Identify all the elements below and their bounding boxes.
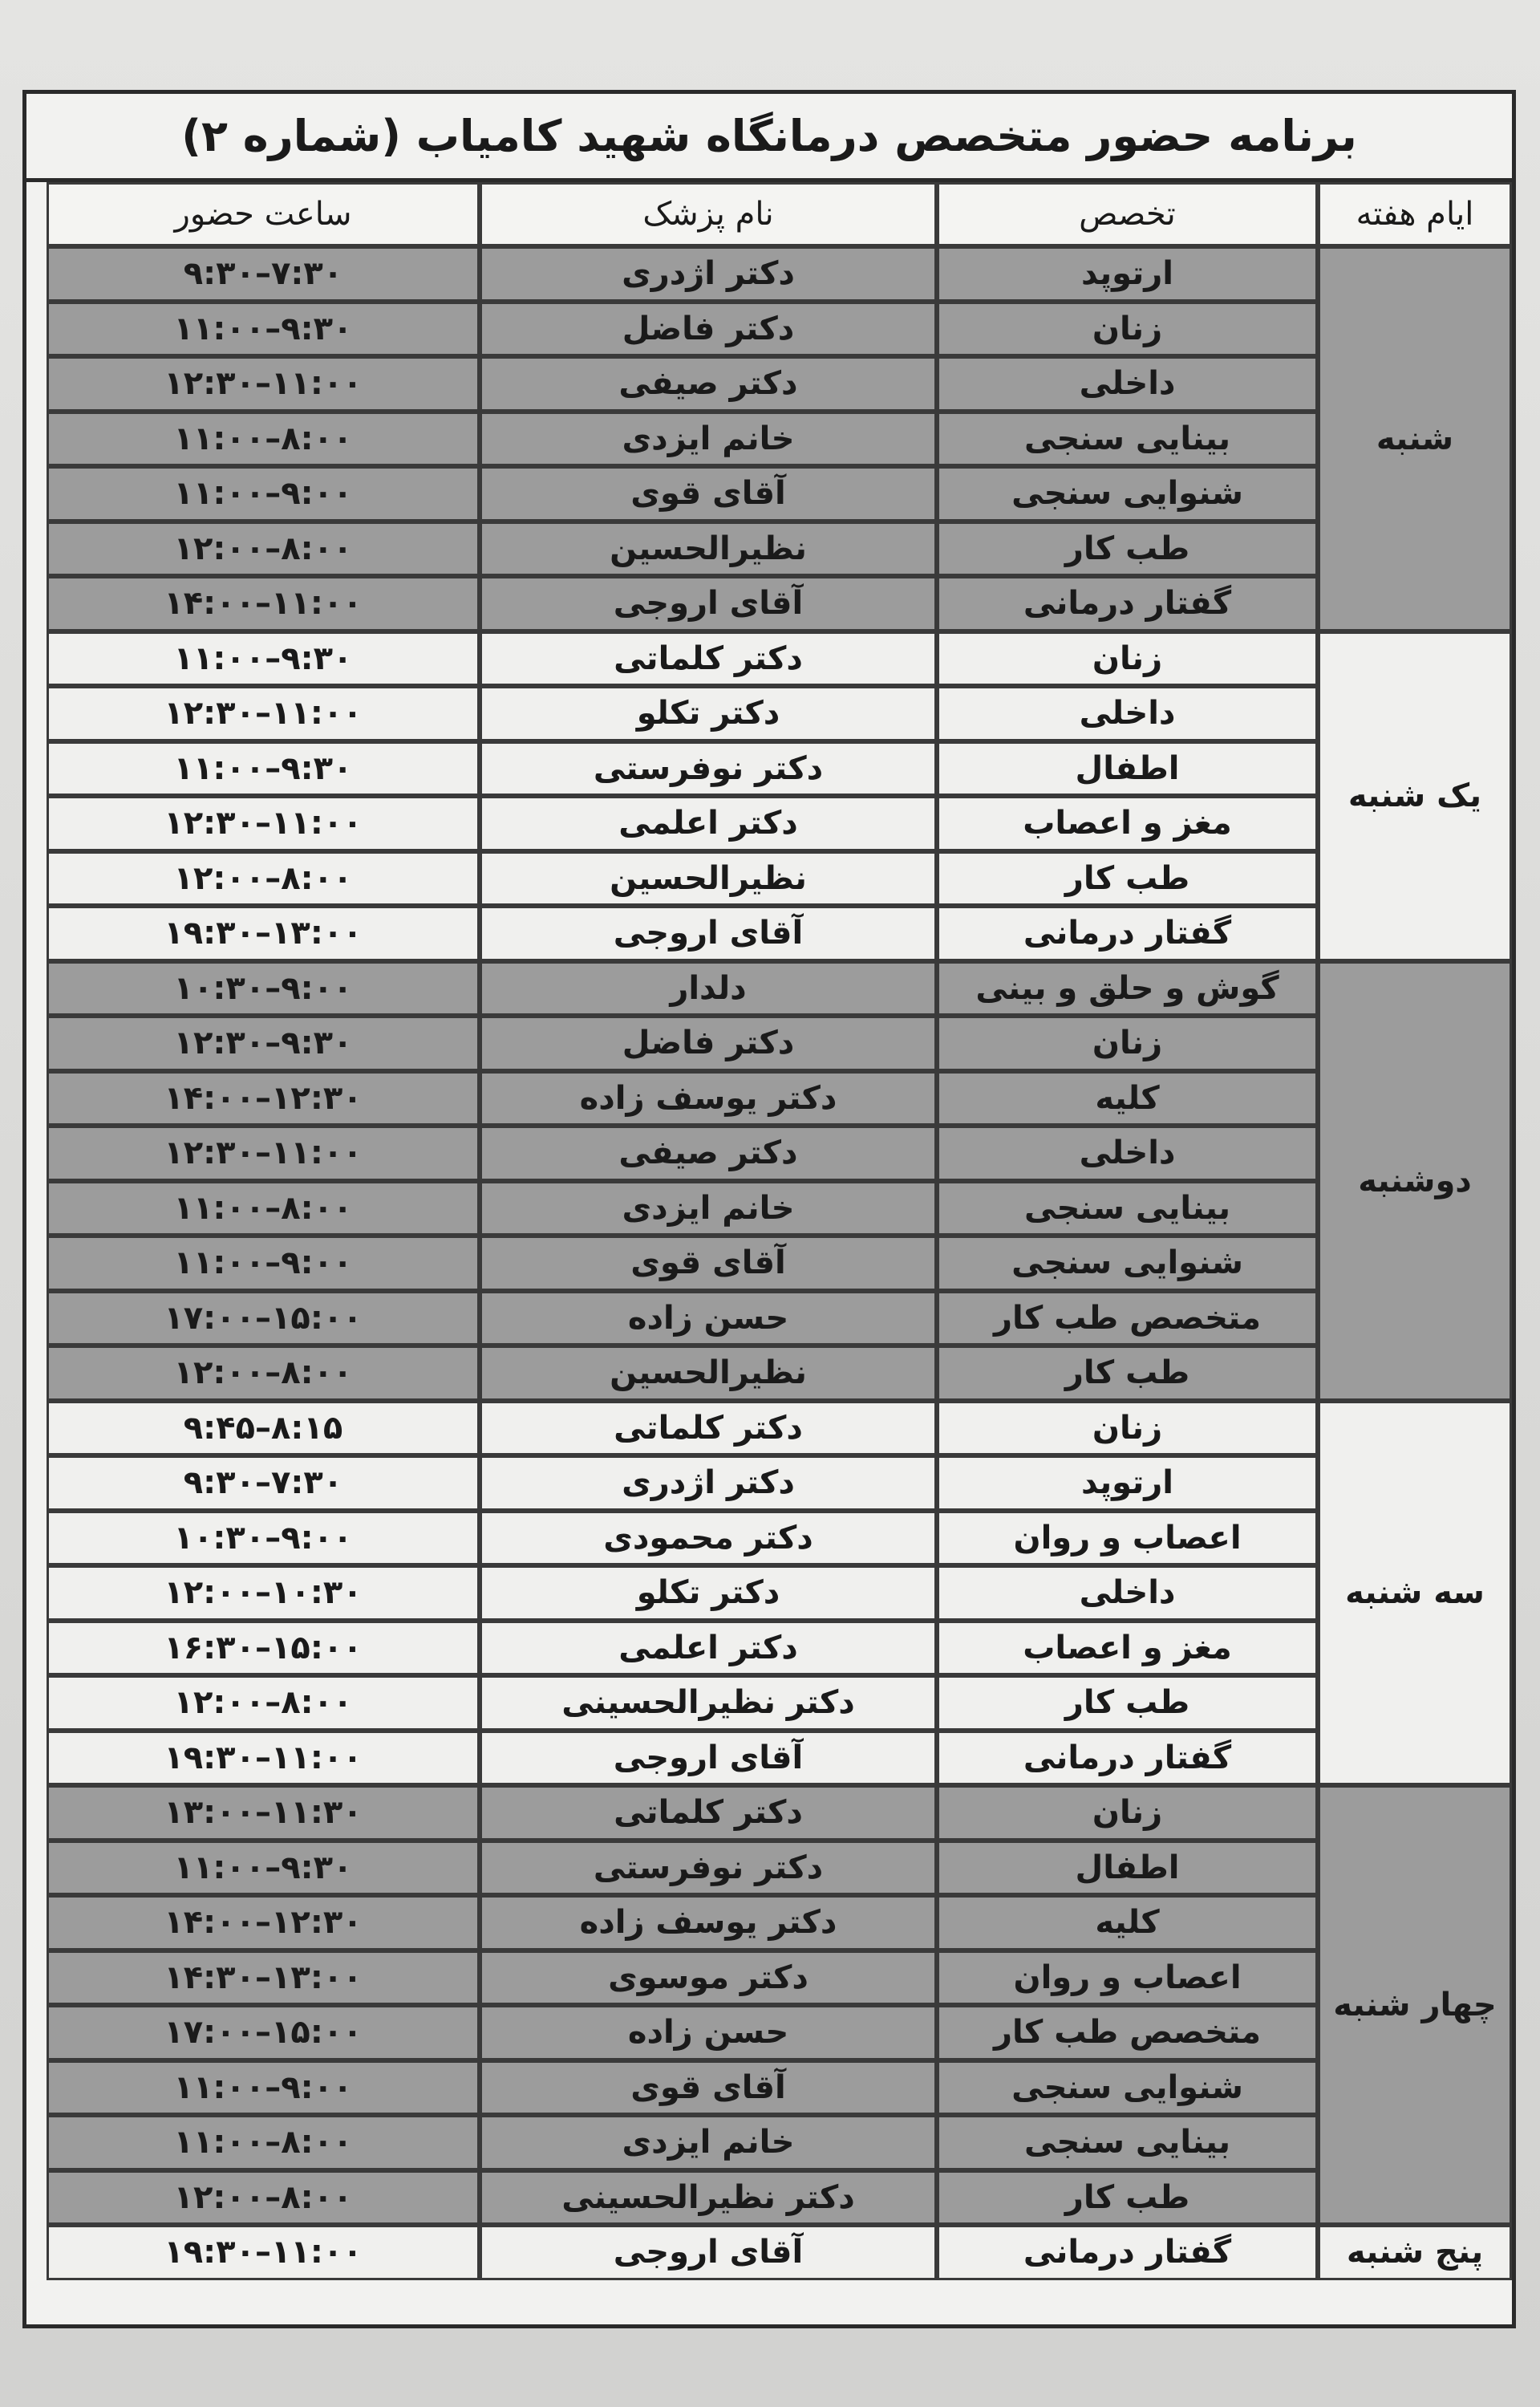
doctor-cell: دکتر تکلو bbox=[480, 686, 937, 741]
specialty-cell: زنان bbox=[937, 631, 1318, 687]
doctor-cell: دکتر فاضل bbox=[480, 1016, 937, 1071]
time-cell: ۱۴:۳۰–۱۳:۰۰ bbox=[47, 1950, 480, 2006]
day-cell: سه شنبه bbox=[1318, 1401, 1512, 1786]
doctor-cell: دکتر اژدری bbox=[480, 246, 937, 302]
specialty-cell: زنان bbox=[937, 1785, 1318, 1841]
doctor-cell: دکتر صیفی bbox=[480, 1126, 937, 1181]
time-cell: ۱۷:۰۰–۱۵:۰۰ bbox=[47, 1291, 480, 1346]
doctor-cell: حسن زاده bbox=[480, 2005, 937, 2060]
time-cell: ۱۹:۳۰–۱۳:۰۰ bbox=[47, 906, 480, 961]
time-cell: ۱۱:۰۰–۹:۰۰ bbox=[47, 2060, 480, 2116]
doctor-cell: خانم ایزدی bbox=[480, 412, 937, 467]
specialty-cell: اطفال bbox=[937, 1841, 1318, 1896]
header-doctor: نام پزشک bbox=[480, 182, 937, 246]
day-cell: پنج شنبه bbox=[1318, 2225, 1512, 2280]
specialty-cell: بینایی سنجی bbox=[937, 412, 1318, 467]
specialty-cell: ارتوپد bbox=[937, 1455, 1318, 1511]
doctor-cell: دکتر اعلمی bbox=[480, 796, 937, 851]
doctor-cell: دکتر اژدری bbox=[480, 1455, 937, 1511]
specialty-cell: زنان bbox=[937, 1401, 1318, 1456]
doctor-cell: آقای قوی bbox=[480, 2060, 937, 2116]
doctor-cell: دکتر فاضل bbox=[480, 302, 937, 357]
day-cell: دوشنبه bbox=[1318, 961, 1512, 1401]
specialty-cell: اطفال bbox=[937, 741, 1318, 797]
header-day: ایام هفته bbox=[1318, 182, 1512, 246]
doctor-cell: دلدار bbox=[480, 961, 937, 1017]
specialty-cell: زنان bbox=[937, 302, 1318, 357]
doctor-cell: دکتر موسوی bbox=[480, 1950, 937, 2006]
specialty-cell: طب کار bbox=[937, 1346, 1318, 1401]
time-cell: ۱۲:۳۰–۱۱:۰۰ bbox=[47, 796, 480, 851]
time-cell: ۱۰:۳۰–۹:۰۰ bbox=[47, 1511, 480, 1566]
time-cell: ۱۹:۳۰–۱۱:۰۰ bbox=[47, 1731, 480, 1786]
time-cell: ۱۱:۰۰–۹:۳۰ bbox=[47, 631, 480, 687]
specialty-cell: اعصاب و روان bbox=[937, 1511, 1318, 1566]
day-cell: چهار شنبه bbox=[1318, 1785, 1512, 2225]
time-cell: ۱۴:۰۰–۱۱:۰۰ bbox=[47, 576, 480, 631]
specialty-cell: ارتوپد bbox=[937, 246, 1318, 302]
doctor-cell: خانم ایزدی bbox=[480, 1181, 937, 1236]
specialty-cell: گفتار درمانی bbox=[937, 576, 1318, 631]
specialty-cell: گوش و حلق و بینی bbox=[937, 961, 1318, 1017]
time-cell: ۱۲:۰۰–۸:۰۰ bbox=[47, 522, 480, 577]
header-time: ساعت حضور bbox=[47, 182, 480, 246]
specialty-cell: گفتار درمانی bbox=[937, 2225, 1318, 2280]
time-cell: ۱۶:۳۰–۱۵:۰۰ bbox=[47, 1621, 480, 1676]
specialty-cell: طب کار bbox=[937, 522, 1318, 577]
specialty-cell: اعصاب و روان bbox=[937, 1950, 1318, 2006]
doctor-cell: آقای قوی bbox=[480, 466, 937, 522]
specialty-cell: کلیه bbox=[937, 1895, 1318, 1950]
time-cell: ۱۰:۳۰–۹:۰۰ bbox=[47, 961, 480, 1017]
specialty-cell: داخلی bbox=[937, 356, 1318, 412]
time-cell: ۱۲:۰۰–۸:۰۰ bbox=[47, 2170, 480, 2226]
time-cell: ۱۱:۰۰–۹:۰۰ bbox=[47, 466, 480, 522]
specialty-cell: مغز و اعصاب bbox=[937, 796, 1318, 851]
time-cell: ۱۱:۰۰–۸:۰۰ bbox=[47, 412, 480, 467]
doctor-cell: دکتر کلماتی bbox=[480, 631, 937, 687]
specialty-cell: داخلی bbox=[937, 1126, 1318, 1181]
doctor-cell: دکتر نوفرستی bbox=[480, 741, 937, 797]
time-cell: ۱۴:۰۰–۱۲:۳۰ bbox=[47, 1895, 480, 1950]
time-cell: ۱۴:۰۰–۱۲:۳۰ bbox=[47, 1071, 480, 1126]
doctor-cell: آقای قوی bbox=[480, 1236, 937, 1291]
time-cell: ۱۱:۰۰–۹:۰۰ bbox=[47, 1236, 480, 1291]
doctor-cell: دکتر صیفی bbox=[480, 356, 937, 412]
doctor-cell: خانم ایزدی bbox=[480, 2115, 937, 2170]
time-cell: ۱۲:۳۰–۹:۳۰ bbox=[47, 1016, 480, 1071]
doctor-cell: آقای اروجی bbox=[480, 906, 937, 961]
specialty-cell: مغز و اعصاب bbox=[937, 1621, 1318, 1676]
specialty-cell: متخصص طب کار bbox=[937, 1291, 1318, 1346]
time-cell: ۱۱:۰۰–۹:۳۰ bbox=[47, 302, 480, 357]
doctor-cell: نظیرالحسین bbox=[480, 851, 937, 907]
header-specialty: تخصص bbox=[937, 182, 1318, 246]
doctor-cell: دکتر محمودی bbox=[480, 1511, 937, 1566]
time-cell: ۱۱:۰۰–۸:۰۰ bbox=[47, 1181, 480, 1236]
time-cell: ۱۷:۰۰–۱۵:۰۰ bbox=[47, 2005, 480, 2060]
time-cell: ۱۲:۰۰–۸:۰۰ bbox=[47, 851, 480, 907]
specialty-cell: بینایی سنجی bbox=[937, 2115, 1318, 2170]
schedule-sheet bbox=[22, 90, 1516, 2328]
specialty-cell: طب کار bbox=[937, 2170, 1318, 2226]
time-cell: ۱۲:۰۰–۸:۰۰ bbox=[47, 1675, 480, 1731]
specialty-cell: زنان bbox=[937, 1016, 1318, 1071]
time-cell: ۱۲:۳۰–۱۱:۰۰ bbox=[47, 686, 480, 741]
doctor-cell: دکتر یوسف زاده bbox=[480, 1071, 937, 1126]
doctor-cell: دکتر تکلو bbox=[480, 1565, 937, 1621]
specialty-cell: داخلی bbox=[937, 1565, 1318, 1621]
doctor-cell: آقای اروجی bbox=[480, 1731, 937, 1786]
day-cell: یک شنبه bbox=[1318, 631, 1512, 961]
doctor-cell: دکتر یوسف زاده bbox=[480, 1895, 937, 1950]
specialty-cell: داخلی bbox=[937, 686, 1318, 741]
specialty-cell: متخصص طب کار bbox=[937, 2005, 1318, 2060]
time-cell: ۱۳:۰۰–۱۱:۳۰ bbox=[47, 1785, 480, 1841]
specialty-cell: بینایی سنجی bbox=[937, 1181, 1318, 1236]
doctor-cell: دکتر کلماتی bbox=[480, 1401, 937, 1456]
specialty-cell: شنوایی سنجی bbox=[937, 1236, 1318, 1291]
time-cell: ۱۱:۰۰–۸:۰۰ bbox=[47, 2115, 480, 2170]
specialty-cell: گفتار درمانی bbox=[937, 906, 1318, 961]
doctor-cell: نظیرالحسین bbox=[480, 1346, 937, 1401]
page-title: برنامه حضور متخصص درمانگاه شهید کامیاب (شماره ۲) bbox=[26, 94, 1512, 182]
doctor-cell: دکتر نوفرستی bbox=[480, 1841, 937, 1896]
specialty-cell: گفتار درمانی bbox=[937, 1731, 1318, 1786]
time-cell: ۹:۳۰–۷:۳۰ bbox=[47, 246, 480, 302]
specialty-cell: کلیه bbox=[937, 1071, 1318, 1126]
time-cell: ۹:۴۵–۸:۱۵ bbox=[47, 1401, 480, 1456]
specialty-cell: شنوایی سنجی bbox=[937, 466, 1318, 522]
time-cell: ۱۲:۰۰–۸:۰۰ bbox=[47, 1346, 480, 1401]
doctor-cell: دکتر اعلمی bbox=[480, 1621, 937, 1676]
specialty-cell: طب کار bbox=[937, 1675, 1318, 1731]
time-cell: ۱۹:۳۰–۱۱:۰۰ bbox=[47, 2225, 480, 2280]
specialty-cell: طب کار bbox=[937, 851, 1318, 907]
time-cell: ۱۱:۰۰–۹:۳۰ bbox=[47, 1841, 480, 1896]
doctor-cell: آقای اروجی bbox=[480, 2225, 937, 2280]
doctor-cell: دکتر نظیرالحسینی bbox=[480, 2170, 937, 2226]
doctor-cell: نظیرالحسین bbox=[480, 522, 937, 577]
doctor-cell: آقای اروجی bbox=[480, 576, 937, 631]
time-cell: ۹:۳۰–۷:۳۰ bbox=[47, 1455, 480, 1511]
doctor-cell: دکتر نظیرالحسینی bbox=[480, 1675, 937, 1731]
time-cell: ۱۲:۳۰–۱۱:۰۰ bbox=[47, 1126, 480, 1181]
doctor-cell: حسن زاده bbox=[480, 1291, 937, 1346]
day-cell: شنبه bbox=[1318, 246, 1512, 631]
doctor-cell: دکتر کلماتی bbox=[480, 1785, 937, 1841]
time-cell: ۱۲:۳۰–۱۱:۰۰ bbox=[47, 356, 480, 412]
time-cell: ۱۲:۰۰–۱۰:۳۰ bbox=[47, 1565, 480, 1621]
specialty-cell: شنوایی سنجی bbox=[937, 2060, 1318, 2116]
time-cell: ۱۱:۰۰–۹:۳۰ bbox=[47, 741, 480, 797]
